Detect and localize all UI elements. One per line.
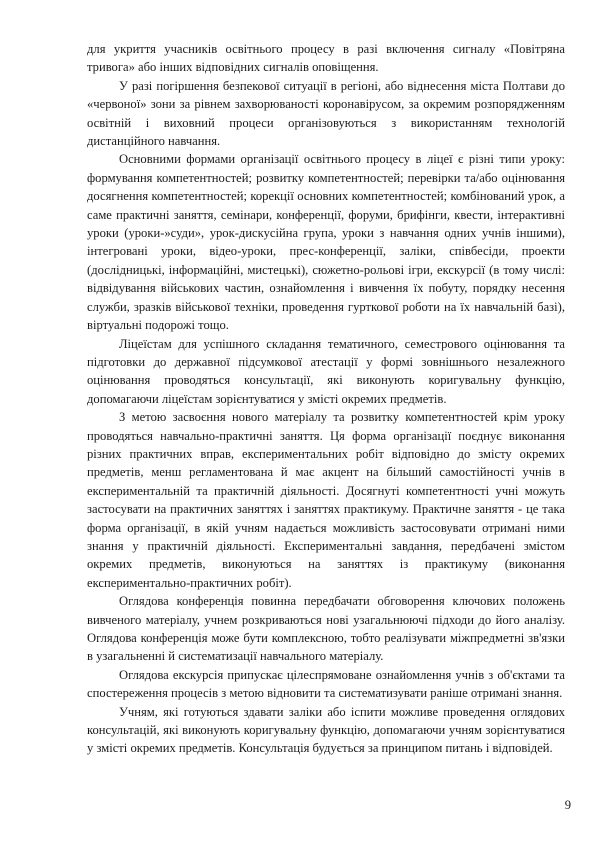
- paragraph-consultations: Ліцеїстам для успішного складання тематичного, семестрового оцінювання та підготовки до державної підсумкової атестації у формі зовнішнього незалежного оцінювання проводяться консультації, які виконують коригувальну функцію, допомагаючи ліцеїстам зорієнтуватися у змісті окремих предметів.: [87, 336, 565, 406]
- page-number: 9: [564, 798, 571, 812]
- paragraph-security-remote-learning: У разі погіршення безпекової ситуації в регіоні, або віднесення міста Полтави до «червоної» зони за рівнем захворюваності коронавірусом, за окремим розпорядженням освітній і виховний процеси організовуються з використанням технологій дистанційного навчання.: [87, 78, 565, 149]
- paragraph-review-consultations: Учням, які готуються здавати заліки або іспити можливе проведення оглядових консультацій, які виконують коригувальну функцію, допомагаючи учням зорієнтуватися у змісті окремих предметів. Консультація будується за принципом питань і відповідей.: [87, 704, 565, 756]
- paragraph-practical-classes: З метою засвоєння нового матеріалу та розвитку компетентностей крім уроку проводяться навчально-практичні заняття. Ця форма організації поєднує виконання різних практичних вправ, експериментальних робіт відповідно до змісту окремих предметів, менш регламентована й має акцент на більший самостійності учнів в експериментальній та практичній діяльності. Досягнуті компетентності учні можуть застосувати на практичних заняттях і заняттях практикуму. Практичне заняття - це така форма організації, в якій учням надається можливість застосовувати отримані ними знання у практичній діяльності. Експериментальні завдання, передбачені змістом окремих предметів, виконуються на заняттях із практикуму (виконання експериментально-практичних робіт).: [87, 410, 565, 590]
- paragraph-shelter-alert: для укриття учасників освітнього процесу в разі включення сигналу «Повітряна тривога» або інших відповідних сигналів оповіщення.: [87, 42, 565, 75]
- document-body: [87, 40, 565, 758]
- paragraph-lesson-forms: Основними формами організації освітнього процесу в ліцеї є різні типи уроку: формування компетентностей; розвитку компетентностей; перевірки та/або оцінювання досягнення компетентностей; корекції основних компетентностей; комбінований урок, а саме практичні заняття, семінари, конференції, форуми, брифінги, квести, інтерактивні уроки (уроки-»суди», урок-дискусійна група, уроки з навчання одних учнів іншими), інтегровані уроки, відео-уроки, прес-конференції, заліки, співбесіди, проекти (дослідницькі, інформаційні, мистецькі), сюжетно-рольові ігри, екскурсії (в тому числі: відвідування військових частин, ознайомлення і вивчення їх побуту, порядку несення служби, зразків військової техніки, проведення гурткової роботи на їх навчальній базі), віртуальні подорожі тощо.: [87, 152, 565, 333]
- paragraph-review-conference: Оглядова конференція повинна передбачати обговорення ключових положень вивченого матеріалу, учнем розкриваються нові узагальнюючі підходи до його аналізу. Оглядова конференція може бути комплексною, тобто реалізувати міжпредметні зв'язки в узагальненні й систематизації навчального матеріалу.: [87, 594, 565, 664]
- paragraph-review-excursion: Оглядова екскурсія припускає цілеспрямоване ознайомлення учнів з об'єктами та спостереження процесів з метою відновити та систематизувати раніше отримані знання.: [87, 667, 565, 701]
